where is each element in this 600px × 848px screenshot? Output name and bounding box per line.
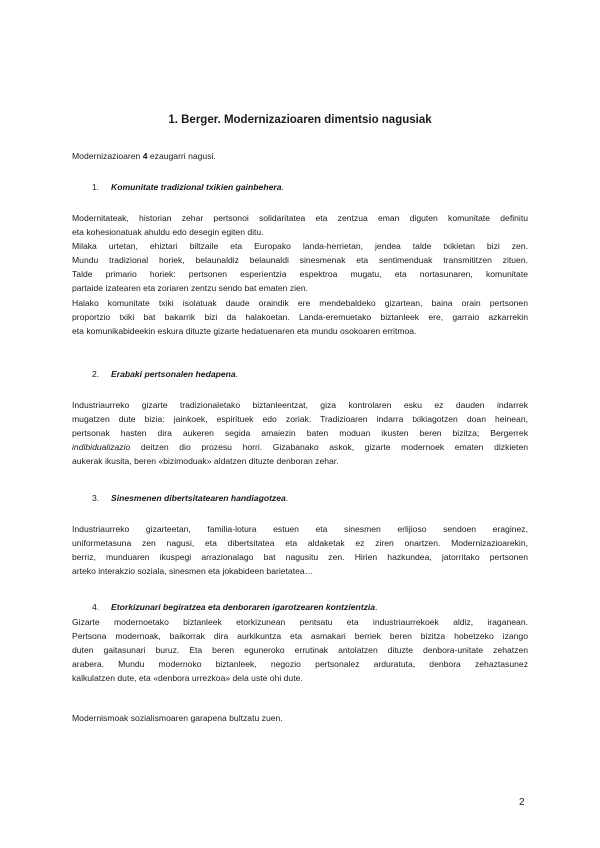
- section-number: 4.: [92, 602, 100, 612]
- section-number: 3.: [92, 493, 100, 503]
- page-title: 1. Berger. Modernizazioaren dimentsio nagusiak: [168, 114, 432, 126]
- paragraph-line: Industriaurreko gizarte tradizionaletako biztanleentzat, giza kontrolaren esku ez dauden indarrek: [72, 400, 528, 410]
- page-number: 2: [519, 797, 525, 808]
- section-heading-text: Etorkizunari begiratzea eta denboraren igarotzearen kontzientzia: [111, 602, 376, 612]
- paragraph-line: proportzio txiki bat bakarrik bizi da halakoetan. Landa-eremuetako biztanleek ere, garraio azkarrekin: [72, 311, 528, 322]
- paragraph-line: berriz, munduaren ikuspegi arrazionalago bat nagusitu zen. Hirien hazkundea, jatorritako pertsonen: [72, 552, 528, 563]
- section-number: 2.: [92, 369, 100, 379]
- section-heading-2: [92, 368, 238, 381]
- paragraph-line: Gizarte modernoetako biztanleek etorkizunean pentsatu eta industriaurrekoek aldiz, iraganean.: [72, 617, 528, 627]
- intro-line: [72, 150, 216, 163]
- italic-term: indibidualizazio: [72, 442, 131, 453]
- paragraph-line: arteko interakzio soziala, sinesmen eta jokabideen barietatea…: [72, 566, 314, 577]
- paragraph-line: duten gaitasunari buruz. Eta beren eguneroko errutinak antolatzen dituzte denbora-unitate zehatzen: [72, 645, 528, 656]
- paragraph-line: pertsonak hasten dira aukeren segida amaiezin baten moduan ikusten beren bizitza; Bergerrek: [72, 428, 528, 439]
- paragraph-line-with-italic: [72, 440, 528, 454]
- paragraph-line: partaide izatearen eta zoriaren zentzu sendo bat ematen zien.: [72, 283, 309, 294]
- paragraph-line: Industriaurreko gizarteetan, familia-lotura estuen eta sinesmen erlijioso sendoen eraginez,: [72, 524, 528, 534]
- paragraph-line: kalkulatzen dute, eta «denbora urrezkoa» dela uste ohi dute.: [72, 673, 303, 684]
- section-paragraph-2: [72, 398, 528, 468]
- paragraph-line: Halako komunitate txiki isolatuak daude oraindik ere mendebaldeko gizartean, baina orain pertsonen: [72, 297, 528, 308]
- paragraph-line: arabera. Mundu modernoko biztanleek, negozio pertsonalez arduratuta, denbora zehaztasunez: [72, 659, 528, 670]
- paragraph-line: Mundu tradizional horiek, belaunaldiz belaunaldi sinesmenak eta sentimenduak transmititzen zituen.: [72, 255, 528, 266]
- section-heading-end: .: [281, 182, 284, 192]
- section-heading-text: Erabaki pertsonalen hedapena: [111, 369, 236, 379]
- section-number: 1.: [92, 182, 100, 192]
- paragraph-line: Pertsona modernoak, baikorrak dira aurkikuntza eta asmakari berriek beren bizitza hobetzeko izango: [72, 631, 528, 642]
- section-paragraph-4: [72, 615, 528, 685]
- closing-sentence: Modernismoak sozialismoaren garapena bultzatu zuen.: [72, 713, 283, 723]
- line-rest: deitzen dio prozesu horri. Gizabanako askok, gizarte modernoek ematen dizkieten: [130, 442, 528, 453]
- paragraph-line: Talde primario horiek: pertsonen esperientzia espektroa mugatu, eta nortasunaren, komunitate: [72, 269, 528, 280]
- paragraph-line: Modernitateak, historian zehar pertsonoi solidaritatea eta zentzua eman diguten komunitate definitu: [72, 213, 528, 223]
- paragraph-line: eta kohesionatuak ahuldu edo desegin egiten ditu.: [72, 227, 264, 238]
- intro-after: ezaugarri nagusi.: [147, 151, 216, 161]
- paragraph-line: uniformetasuna zen nagusi, eta dibertsitatea eta aldaketak ez ziren onartzen. Modernizazioarekin,: [72, 538, 528, 549]
- section-paragraph-3: [72, 522, 528, 578]
- section-heading-end: .: [285, 493, 289, 503]
- section-heading-4: [92, 601, 377, 614]
- section-paragraph-1: [72, 211, 528, 338]
- intro-before: Modernizazioaren: [72, 151, 143, 161]
- section-heading-end: .: [235, 369, 239, 379]
- section-heading-3: [92, 492, 288, 505]
- paragraph-line: Milaka urtetan, ehiztari biltzaile eta Europako landa-herrietan, jendea talde txikietan bizi zen.: [72, 241, 528, 252]
- section-heading-text: Komunitate tradizional txikien gainbehera: [111, 182, 282, 192]
- section-heading-text: Sinesmenen dibertsitatearen handiagotzea: [111, 493, 286, 503]
- section-heading-1: [92, 181, 284, 194]
- section-heading-end: .: [375, 602, 378, 612]
- paragraph-line: mugatzen dute bizia: jainkoek, espirituek edo zoriak. Tradizioaren indarra txikiagotzen doan heinean,: [72, 414, 528, 425]
- paragraph-line: aukerak ikusita, beren «bizimoduak» aldatzen dituzte denboran zehar.: [72, 456, 339, 467]
- intro-bold-number: 4: [142, 151, 148, 161]
- paragraph-line: eta komunikabideekin eskura dituzte gizarte hedatuenaren eta mundu osokoaren erritmoa.: [72, 325, 417, 336]
